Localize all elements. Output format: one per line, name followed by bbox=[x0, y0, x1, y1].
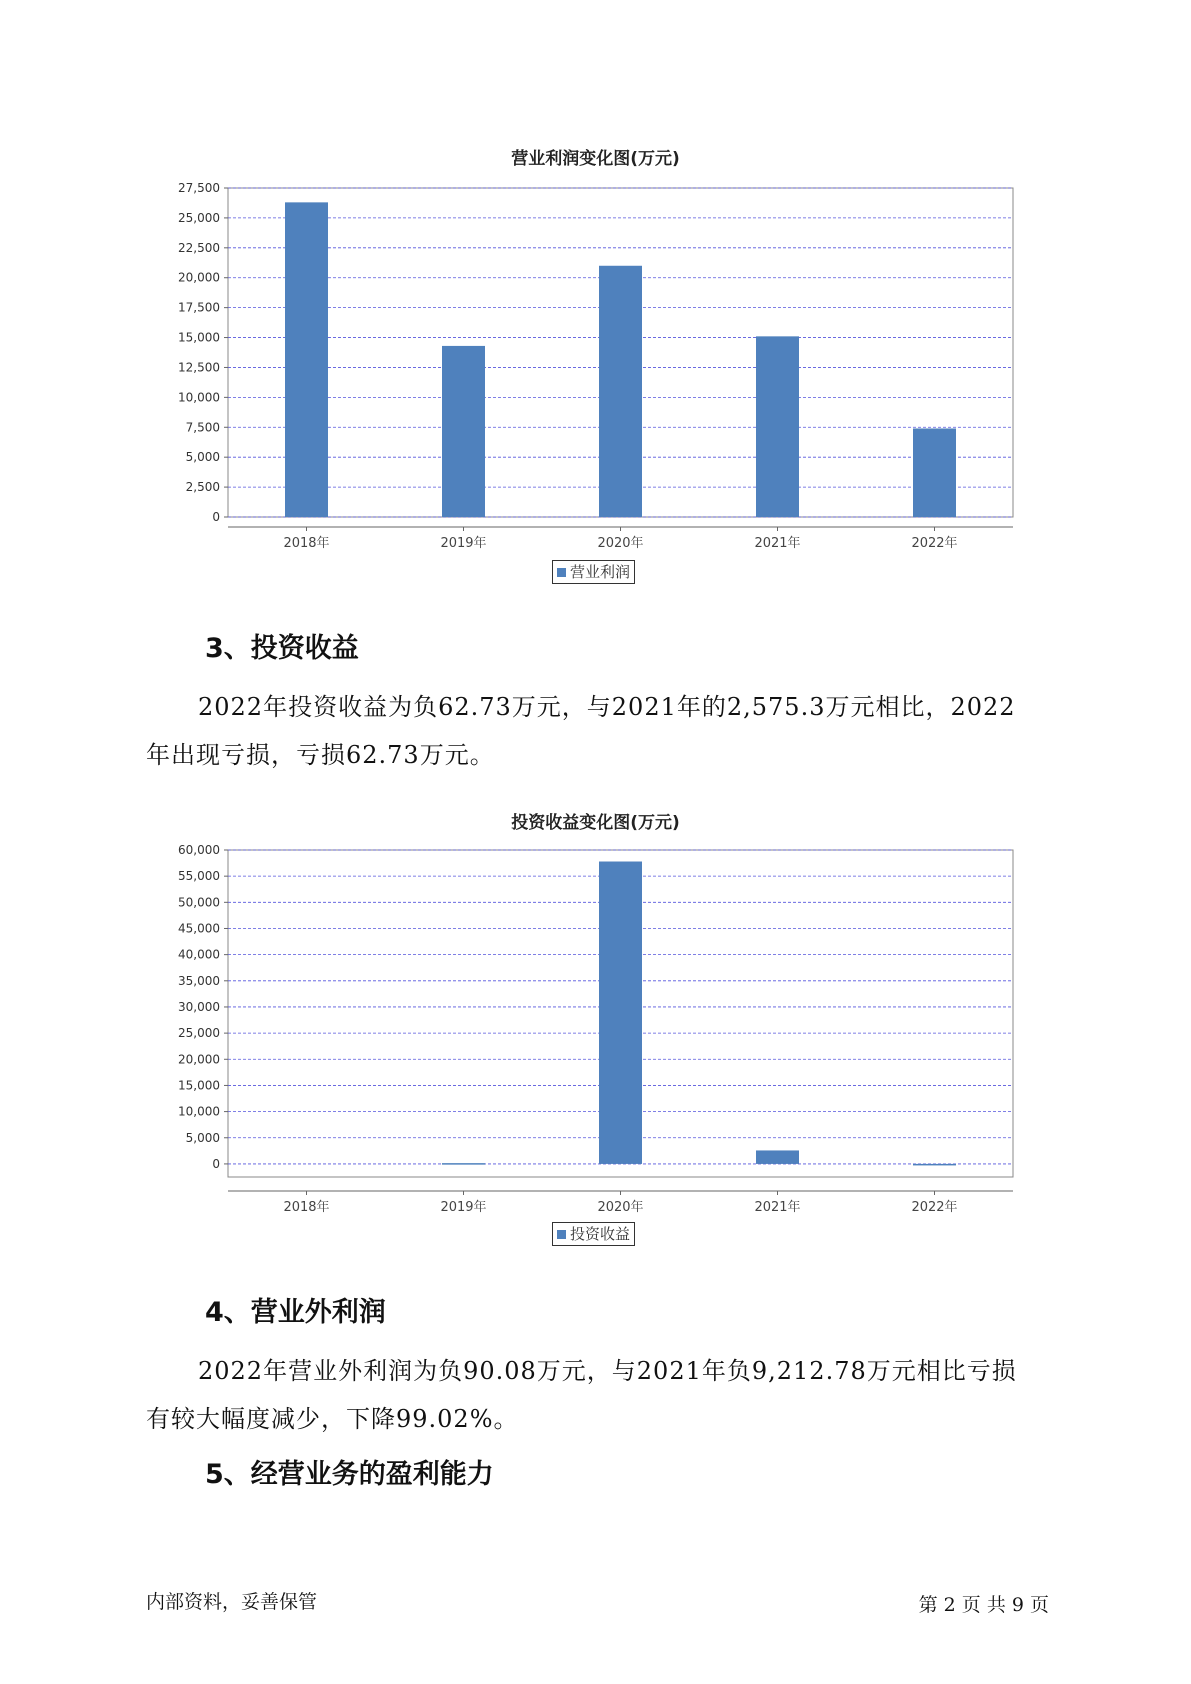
x-tick-label: 2022年 bbox=[911, 536, 958, 551]
footer-page-number: 第 2 页 共 9 页 bbox=[918, 1594, 1049, 1616]
bar-2020年 bbox=[599, 862, 642, 1164]
chart2-title: 投资收益变化图(万元) bbox=[511, 813, 680, 833]
y-tick-label: 15,000 bbox=[178, 330, 220, 345]
section-3-line-1: 2022年投资收益为负62.73万元，与2021年的2,575.3万元相比，2022 bbox=[198, 693, 1016, 721]
y-tick-label: 2,500 bbox=[185, 480, 220, 495]
x-tick-label: 2018年 bbox=[283, 1200, 330, 1215]
y-tick-label: 5,000 bbox=[185, 450, 220, 465]
section-4-line-2: 有较大幅度减少，下降99.02%。 bbox=[146, 1405, 519, 1433]
x-tick-label: 2018年 bbox=[283, 536, 330, 551]
y-tick-label: 10,000 bbox=[178, 390, 220, 405]
y-tick-label: 45,000 bbox=[178, 921, 220, 936]
y-tick-label: 60,000 bbox=[178, 843, 220, 857]
footer-confidential-note: 内部资料，妥善保管 bbox=[146, 1591, 318, 1613]
x-tick-label: 2019年 bbox=[440, 536, 487, 551]
chart1-title: 营业利润变化图(万元) bbox=[511, 149, 680, 169]
y-tick-label: 20,000 bbox=[178, 270, 220, 285]
y-tick-label: 22,500 bbox=[178, 240, 220, 255]
section-4-heading: 4、营业外利润 bbox=[205, 1297, 386, 1328]
y-tick-label: 40,000 bbox=[178, 947, 220, 962]
section-3-heading: 3、投资收益 bbox=[205, 633, 359, 664]
bar-2022年 bbox=[913, 1164, 956, 1166]
y-tick-label: 7,500 bbox=[185, 420, 220, 435]
y-tick-label: 0 bbox=[212, 510, 220, 524]
x-tick-label: 2020年 bbox=[597, 536, 644, 551]
y-tick-label: 25,000 bbox=[178, 1026, 220, 1041]
chart2-legend bbox=[552, 1222, 635, 1246]
y-tick-label: 15,000 bbox=[178, 1078, 220, 1093]
section-3-line-2: 年出现亏损，亏损62.73万元。 bbox=[146, 741, 495, 769]
bar-2021年 bbox=[756, 1150, 799, 1163]
chart2-legend-label: 投资收益 bbox=[570, 1225, 631, 1243]
y-tick-label: 10,000 bbox=[178, 1104, 220, 1119]
y-tick-label: 25,000 bbox=[178, 210, 220, 225]
y-tick-label: 5,000 bbox=[185, 1130, 220, 1145]
x-tick-label: 2021年 bbox=[754, 536, 801, 551]
y-tick-label: 20,000 bbox=[178, 1052, 220, 1067]
x-tick-label: 2020年 bbox=[597, 1200, 644, 1215]
chart1-legend-label: 营业利润 bbox=[570, 563, 631, 581]
section-5-heading: 5、经营业务的盈利能力 bbox=[205, 1459, 494, 1490]
section-4-line-1: 2022年营业外利润为负90.08万元，与2021年负9,212.78万元相比亏损 bbox=[198, 1357, 1017, 1385]
x-tick-label: 2021年 bbox=[754, 1200, 801, 1215]
y-tick-label: 30,000 bbox=[178, 999, 220, 1014]
y-tick-label: 27,500 bbox=[178, 181, 220, 195]
y-tick-label: 55,000 bbox=[178, 869, 220, 884]
x-tick-label: 2022年 bbox=[911, 1200, 958, 1215]
bar-2019年 bbox=[442, 1163, 485, 1165]
y-tick-label: 17,500 bbox=[178, 300, 220, 315]
section-4-paragraph bbox=[146, 1347, 1066, 1443]
y-tick-label: 12,500 bbox=[178, 360, 220, 375]
y-tick-label: 35,000 bbox=[178, 973, 220, 988]
legend-swatch bbox=[557, 1230, 566, 1239]
x-tick-label: 2019年 bbox=[440, 1200, 487, 1215]
y-tick-label: 0 bbox=[212, 1156, 220, 1171]
y-tick-label: 50,000 bbox=[178, 895, 220, 910]
